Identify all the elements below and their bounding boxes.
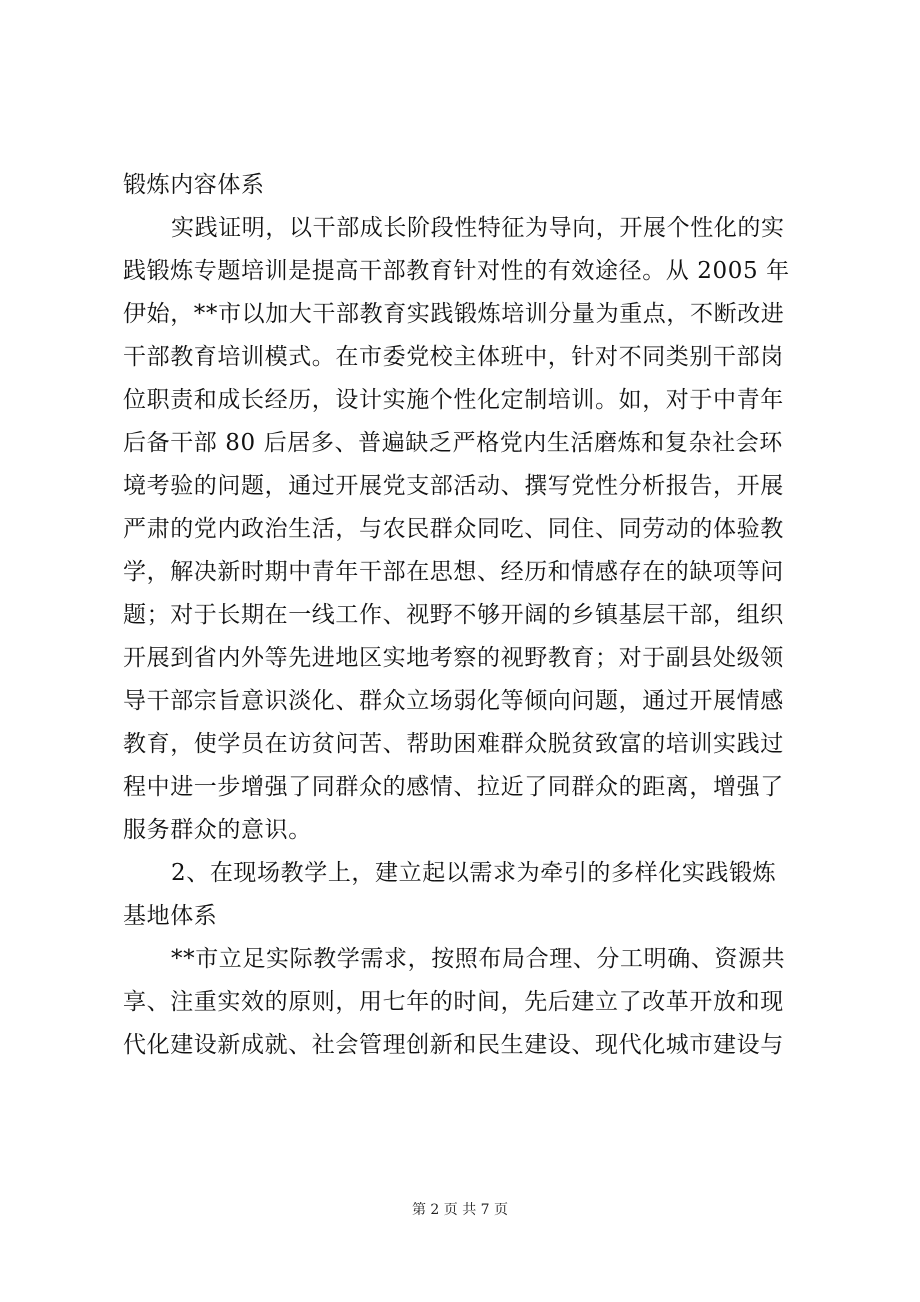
page-number: 第 2 页 共 7 页 xyxy=(411,1202,509,1218)
text-line: 后备干部 80 后居多、普遍缺乏严格党内生活磨炼和复杂社会环 xyxy=(123,430,783,456)
section-heading: 2、在现场教学上，建立起以需求为牵引的多样化实践锻炼 xyxy=(171,860,777,886)
text-line: 践锻炼专题培训是提高干部教育针对性的有效途径。从 2005 年 xyxy=(123,258,790,284)
text-line: 严肃的党内政治生活，与农民群众同吃、同住、同劳动的体验教 xyxy=(123,516,784,542)
text-line: 位职责和成长经历，设计实施个性化定制培训。如，对于中青年 xyxy=(123,387,784,413)
text-line: 锻炼内容体系 xyxy=(123,172,265,198)
text-line: 程中进一步增强了同群众的感情、拉近了同群众的距离，增强了 xyxy=(123,774,784,800)
text-line: 伊始，**市以加大干部教育实践锻炼培训分量为重点，不断改进 xyxy=(123,301,785,327)
text-line: 服务群众的意识。 xyxy=(123,817,312,843)
text-line: 享、注重实效的原则，用七年的时间，先后建立了改革开放和现 xyxy=(123,989,784,1015)
section-heading: 基地体系 xyxy=(123,903,218,929)
text-line: 境考验的问题，通过开展党支部活动、撰写党性分析报告，开展 xyxy=(123,473,784,499)
text-line: 开展到省内外等先进地区实地考察的视野教育；对于副县处级领 xyxy=(123,645,784,671)
text-line: 教育，使学员在访贫问苦、帮助困难群众脱贫致富的培训实践过 xyxy=(123,731,784,757)
page-footer xyxy=(0,1201,920,1219)
text-line: 题；对于长期在一线工作、视野不够开阔的乡镇基层干部，组织 xyxy=(123,602,784,628)
text-line: 实践证明，以干部成长阶段性特征为导向，开展个性化的实 xyxy=(171,215,785,241)
text-line: **市立足实际教学需求，按照布局合理、分工明确、资源共 xyxy=(171,946,786,972)
text-line: 代化建设新成就、社会管理创新和民生建设、现代化城市建设与 xyxy=(123,1032,784,1058)
text-line: 学，解决新时期中青年干部在思想、经历和情感存在的缺项等问 xyxy=(123,559,784,585)
text-line: 导干部宗旨意识淡化、群众立场弱化等倾向问题，通过开展情感 xyxy=(123,688,784,714)
text-line: 干部教育培训模式。在市委党校主体班中，针对不同类别干部岗 xyxy=(123,344,784,370)
